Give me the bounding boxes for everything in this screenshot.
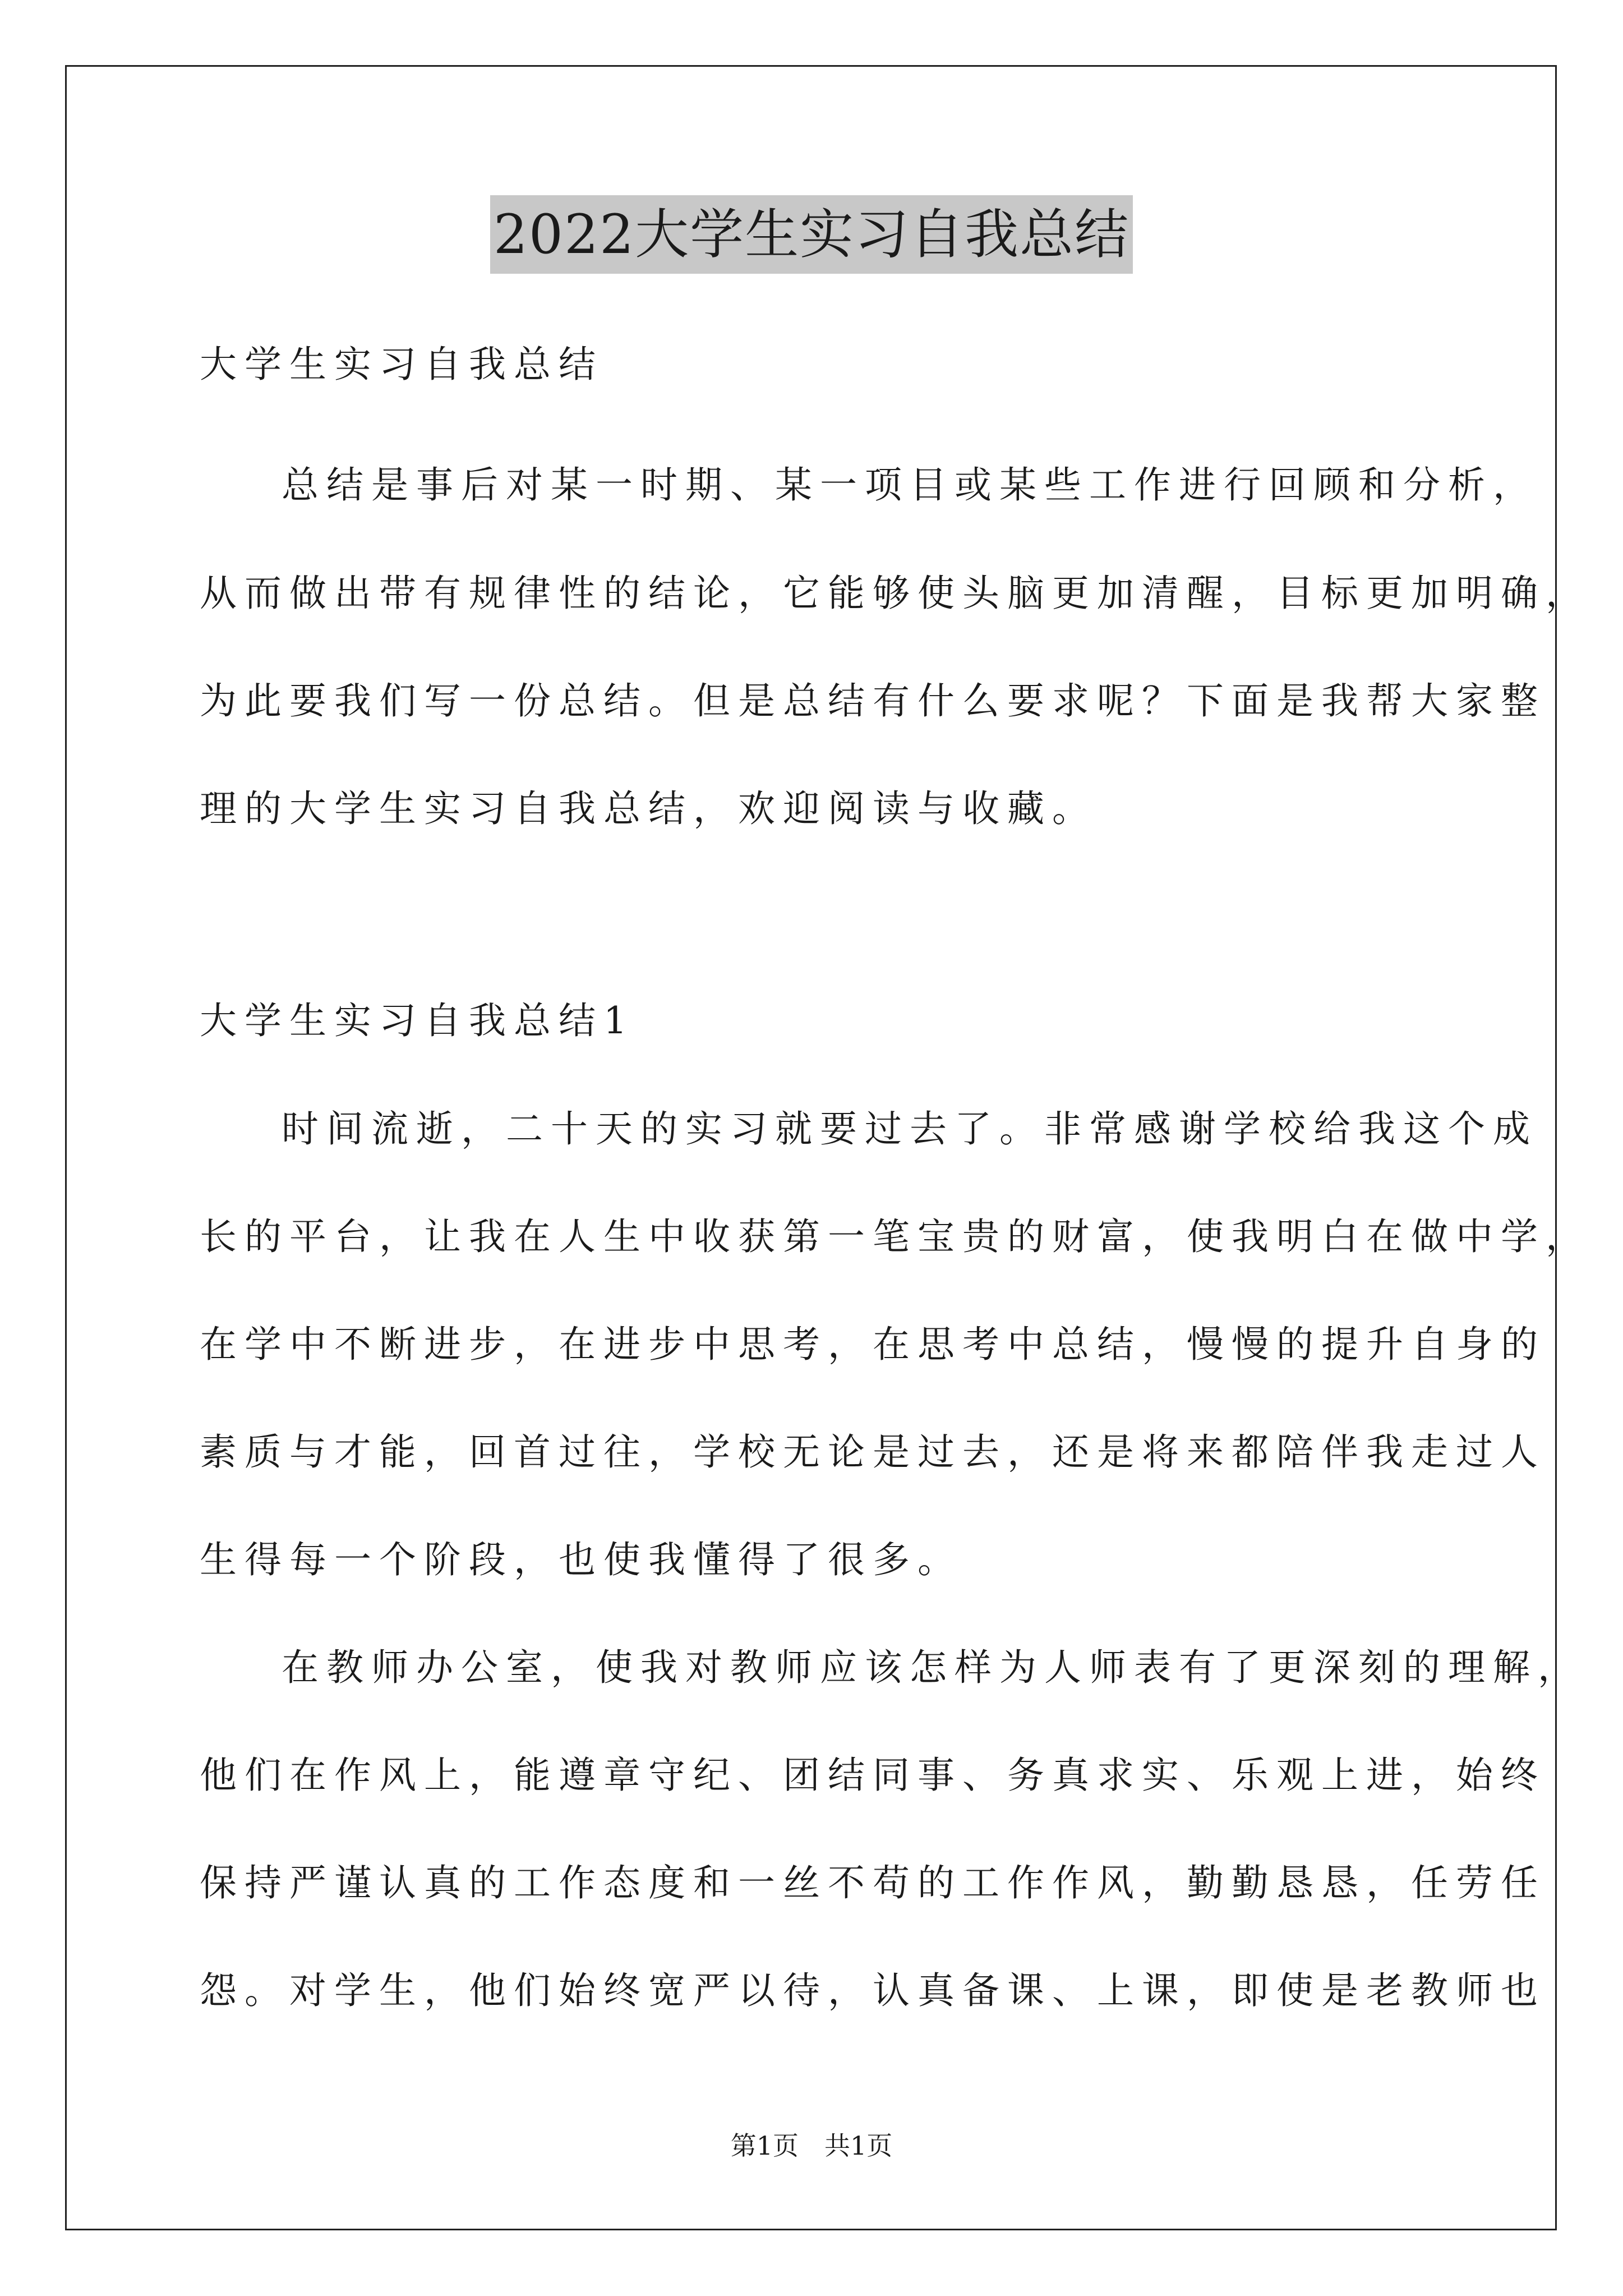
para2-line-4: 怨。对学生，他们始终宽严以待，认真备课、上课，即使是老教师也 — [200, 1969, 1546, 2012]
para1-line-1: 时间流逝，二十天的实习就要过去了。非常感谢学校给我这个成 — [282, 1107, 1538, 1151]
para1-line-2: 长的平台，让我在人生中收获第一笔宝贵的财富，使我明白在做中学， — [200, 1215, 1590, 1258]
document-title: 2022大学生实习自我总结 — [490, 195, 1133, 274]
section1-heading: 大学生实习自我总结1 — [200, 999, 635, 1042]
intro-line-2: 从而做出带有规律性的结论，它能够使头脑更加清醒，目标更加明确， — [200, 572, 1590, 615]
intro-heading: 大学生实习自我总结 — [200, 343, 603, 386]
para2-line-2: 他们在作风上，能遵章守纪、团结同事、务真求实、乐观上进，始终 — [200, 1754, 1546, 1797]
title-wrap — [0, 195, 1623, 274]
para1-line-4: 素质与才能，回首过往，学校无论是过去，还是将来都陪伴我走过人 — [200, 1430, 1546, 1474]
para1-line-5: 生得每一个阶段，也使我懂得了很多。 — [200, 1538, 962, 1581]
para2-line-1: 在教师办公室，使我对教师应该怎样为人师表有了更深刻的理解， — [282, 1646, 1583, 1689]
para1-line-3: 在学中不断进步，在进步中思考，在思考中总结，慢慢的提升自身的 — [200, 1323, 1546, 1366]
intro-line-1: 总结是事后对某一时期、某一项目或某些工作进行回顾和分析， — [282, 463, 1538, 507]
para2-line-3: 保持严谨认真的工作态度和一丝不苟的工作作风，勤勤恳恳，任劳任 — [200, 1861, 1546, 1904]
page-footer: 第1页 共1页 — [730, 2131, 893, 2161]
intro-line-3: 为此要我们写一份总结。但是总结有什么要求呢？下面是我帮大家整 — [200, 679, 1546, 723]
intro-line-4: 理的大学生实习自我总结，欢迎阅读与收藏。 — [200, 787, 1097, 830]
